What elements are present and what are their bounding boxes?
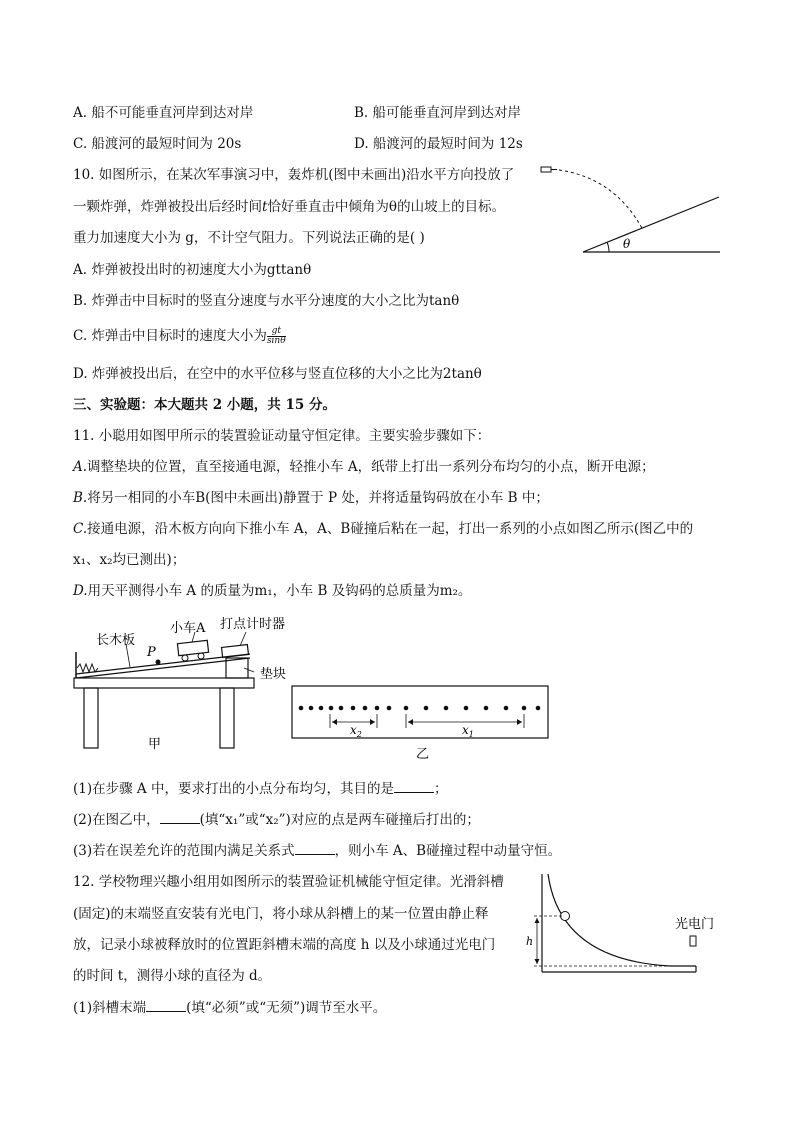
q9-option-b: B. 船可能垂直河岸到达对岸 [354, 105, 522, 121]
q9-option-c: C. 船渡河的最短时间为 20s [73, 136, 242, 152]
label-jia: 甲 [148, 737, 162, 752]
label-x2: $x_2$ [350, 723, 362, 739]
q10-stem-line1: 10. 如图所示，在某次军事演习中，轰炸机(图中未画出)沿水平方向投放了 [73, 167, 515, 183]
label-p: P [147, 645, 156, 660]
answer-blank-2[interactable] [160, 811, 200, 824]
q11-sub1: (1)在步骤 A 中，要求打出的小点分布均匀，其目的是 ； [73, 781, 448, 797]
velocity-fraction: $\frac{gt}{\sin\theta}$ [266, 326, 286, 346]
label-cart: 小车A [170, 621, 206, 636]
label-x1: $x_1$ [462, 723, 474, 739]
section-heading: 三、实验题：本大题共 2 小题，共 15 分。 [73, 397, 336, 413]
q10-stem-line2: 一颗炸弹，炸弹被投出后经时间t恰好垂直击中倾角为θ的山坡上的目标。 [73, 199, 506, 215]
q12-stem-line3: 放，记录小球被释放时的位置距斜槽末端的高度 h 以及小球通过光电门 [73, 937, 496, 953]
answer-blank-1[interactable] [394, 780, 434, 793]
slope-line [583, 197, 719, 252]
point-p [156, 660, 161, 665]
label-block: 垫块 [260, 667, 287, 682]
tape-dots [299, 706, 541, 711]
tape-figure-yi [290, 684, 552, 764]
answer-blank-4[interactable] [146, 999, 186, 1012]
q10-option-c: C. 炸弹击中目标时的速度大小为 $\frac{gt}{\sin\theta}$ [73, 326, 286, 346]
photogate-icon [690, 936, 696, 946]
label-board: 长木板 [96, 633, 136, 648]
q9-option-d: D. 船渡河的最短时间为 12s [354, 136, 523, 152]
q10-stem-line3: 重力加速度大小为 g，不计空气阻力。下列说法正确的是( ) [73, 230, 425, 246]
q12-sub1: (1)斜槽末端 (填“必须”或“无须”)调节至水平。 [73, 1000, 387, 1016]
q11-step-b: B.将另一相同的小车B(图中未画出)静置于 P 处，并将适量钩码放在小车 B 中； [73, 490, 549, 506]
q12-stem-line2: (固定)的末端竖直安装有光电门，将小球从斜槽上的某一位置由静止释 [73, 906, 489, 922]
dot-timer [222, 645, 249, 658]
ramp-figure [520, 870, 730, 980]
q11-step-a: A.调整垫块的位置，直至接通电源，轻推小车 A，纸带上打出一系列分布均匀的小点，断开电源； [73, 459, 655, 475]
label-timer: 打点计时器 [220, 617, 286, 632]
bomber-bomb-icon [541, 167, 551, 172]
q10-option-a: A. 炸弹被投出时的初速度大小为gttanθ [73, 262, 312, 278]
label-photogate: 光电门 [675, 917, 715, 932]
q11-stem: 11. 小聪用如图甲所示的装置验证动量守恒定律。主要实验步骤如下： [73, 428, 491, 444]
table-leg-left [84, 688, 98, 748]
answer-blank-3[interactable] [295, 842, 335, 855]
table-top [74, 678, 254, 688]
q12-stem-line1: 12. 学校物理兴趣小组用如图所示的装置验证机械能守恒定律。光滑斜槽 [73, 874, 504, 890]
table-leg-right [220, 688, 234, 748]
q10-option-d: D. 炸弹被投出后，在空中的水平位移与竖直位移的大小之比为2tanθ [73, 366, 482, 382]
q10-option-b: B. 炸弹击中目标时的竖直分速度与水平分速度的大小之比为tanθ [73, 293, 460, 309]
curved-track [548, 874, 696, 966]
theta-label: θ [623, 237, 631, 251]
slope-figure [535, 160, 725, 260]
apparatus-figure-jia [70, 612, 290, 757]
q11-sub3: (3)若在误差允许的范围内满足关系式 ，则小车 A、B碰撞过程中动量守恒。 [73, 843, 562, 859]
q11-step-c-cont: x₁、x₂均已测出)； [73, 552, 186, 568]
trajectory-curve [559, 170, 643, 230]
q11-sub2: (2)在图乙中， (填“x₁”或“x₂”)对应的点是两车碰撞后打出的； [73, 812, 480, 828]
q11-step-d: D.用天平测得小车 A 的质量为m₁，小车 B 及钩码的总质量为m₂。 [73, 583, 472, 599]
label-h: h [526, 935, 534, 948]
q9-option-a: A. 船不可能垂直河岸到达对岸 [73, 105, 254, 121]
paper-tape [292, 686, 548, 738]
q12-stem-line4: 的时间 t，测得小球的直径为 d。 [73, 968, 272, 984]
spring-icon [77, 664, 98, 672]
cart-a [177, 640, 208, 655]
q11-step-c: C.接通电源，沿木板方向向下推小车 A，A、B碰撞后粘在一起，打出一系列的小点如图乙所示(图乙中的 [73, 521, 694, 537]
label-yi: 乙 [416, 747, 430, 762]
